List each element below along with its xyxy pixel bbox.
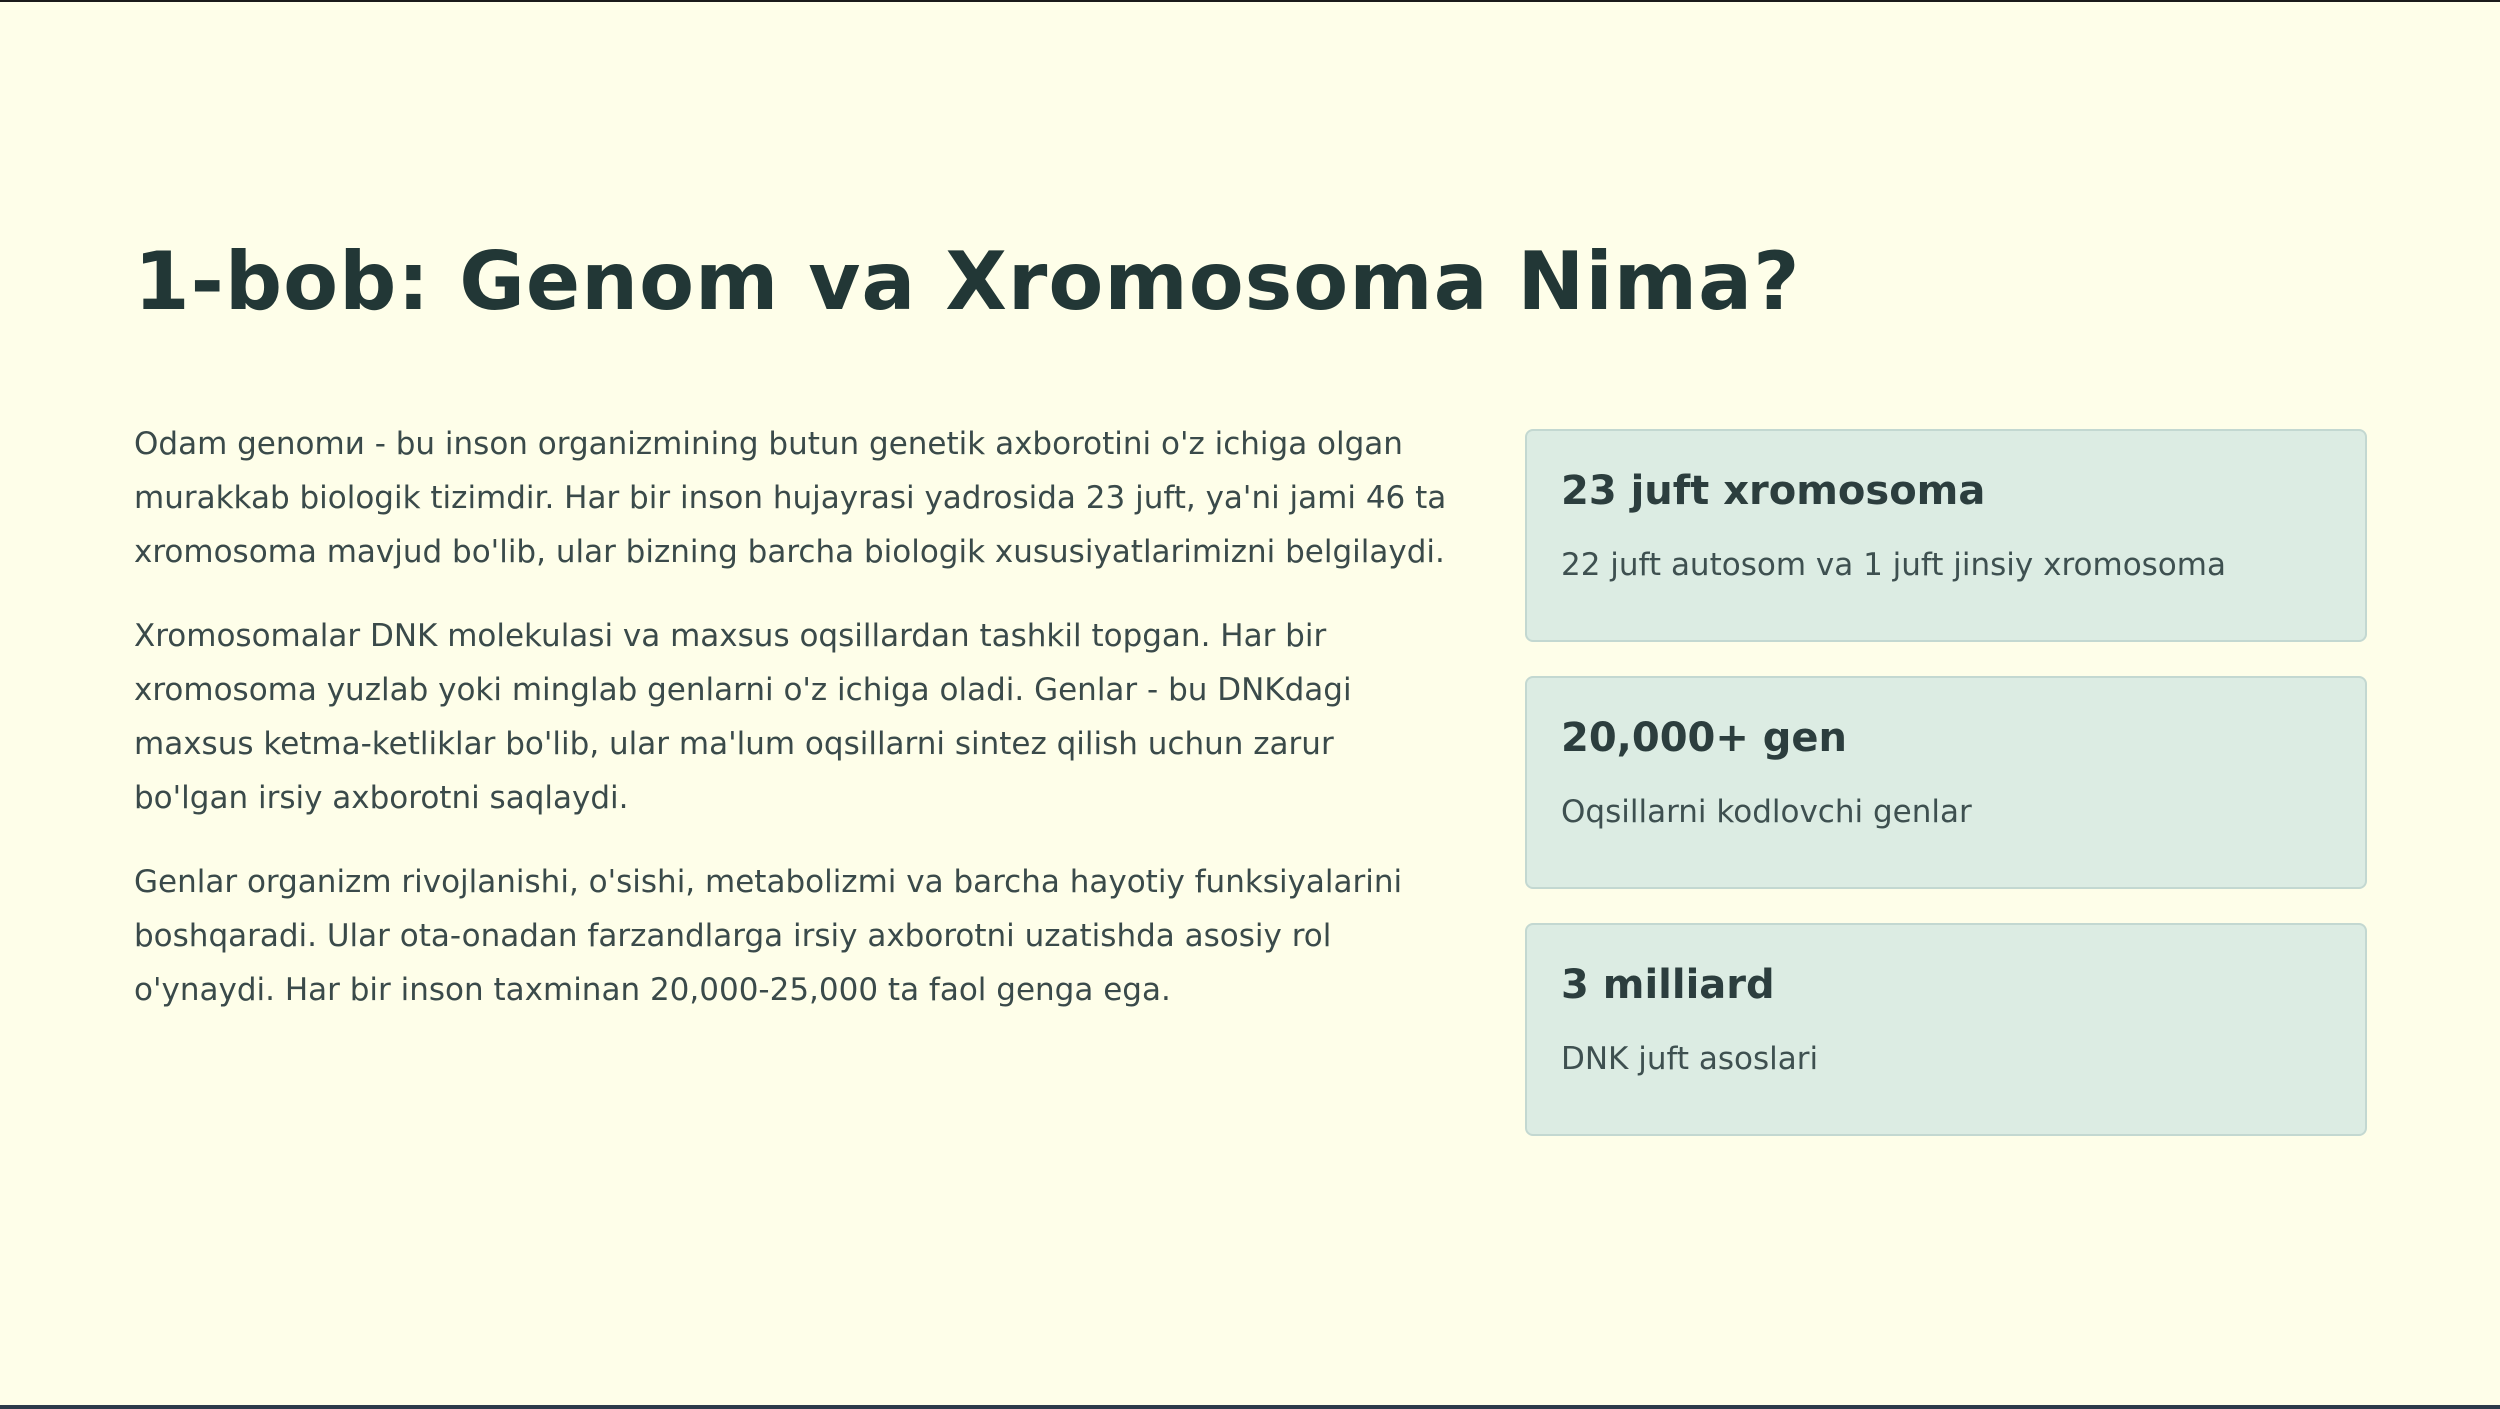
stat-description: 22 juft autosom va 1 juft jinsiy xromosoma: [1561, 547, 2226, 583]
paragraph-3: Genlar organizm rivojlanishi, o'sishi, metabolizmi va barcha hayotiy funksiyalarini boshqaradi. Ular ota-onadan farzandlarga irsiy axborotni uzatishda asosiy rol o'ynaydi. Har bir inson taxminan 20,000-25,000 ta faol genga ega.: [134, 864, 1403, 1008]
stat-card-base-pairs: [1525, 923, 2367, 1136]
paragraph-2: Xromosomalar DNK molekulasi va maxsus oqsillardan tashkil topgan. Har bir xromosoma yuzlab yoki minglab genlarni o'z ichiga oladi. Genlar - bu DNKdagi maxsus ketma-ketliklar bo'lib, ular ma'lum oqsillarni sintez qilish uchun zarur bo'lgan irsiy axborotni saqlaydi.: [134, 618, 1352, 816]
stat-description: Oqsillarni kodlovchi genlar: [1561, 794, 1972, 830]
paragraph-1: Odam genomи - bu inson organizmining butun genetik axborotini o'z ichiga olgan murakkab biologik tizimdir. Har bir inson hujayrasi yadrosida 23 juft, ya'ni jami 46 ta xromosoma mavjud bo'lib, ular bizning barcha biologik xususiyatlarimizni belgilaydi.: [134, 426, 1447, 570]
top-border: [0, 0, 2500, 2]
stat-description: DNK juft asoslari: [1561, 1041, 1819, 1077]
body-text-column: [134, 417, 1454, 1047]
stat-value: 20,000+ gen: [1561, 715, 1848, 761]
stat-value: 3 milliard: [1561, 962, 1775, 1008]
bottom-border: [0, 1405, 2500, 1409]
stat-value: 23 juft xromosoma: [1561, 468, 1986, 514]
slide-title: 1-bob: Genom va Xromosoma Nima?: [134, 235, 1801, 328]
stats-column: [1525, 429, 2367, 1170]
stat-card-chromosomes: [1525, 429, 2367, 642]
stat-card-genes: [1525, 676, 2367, 889]
